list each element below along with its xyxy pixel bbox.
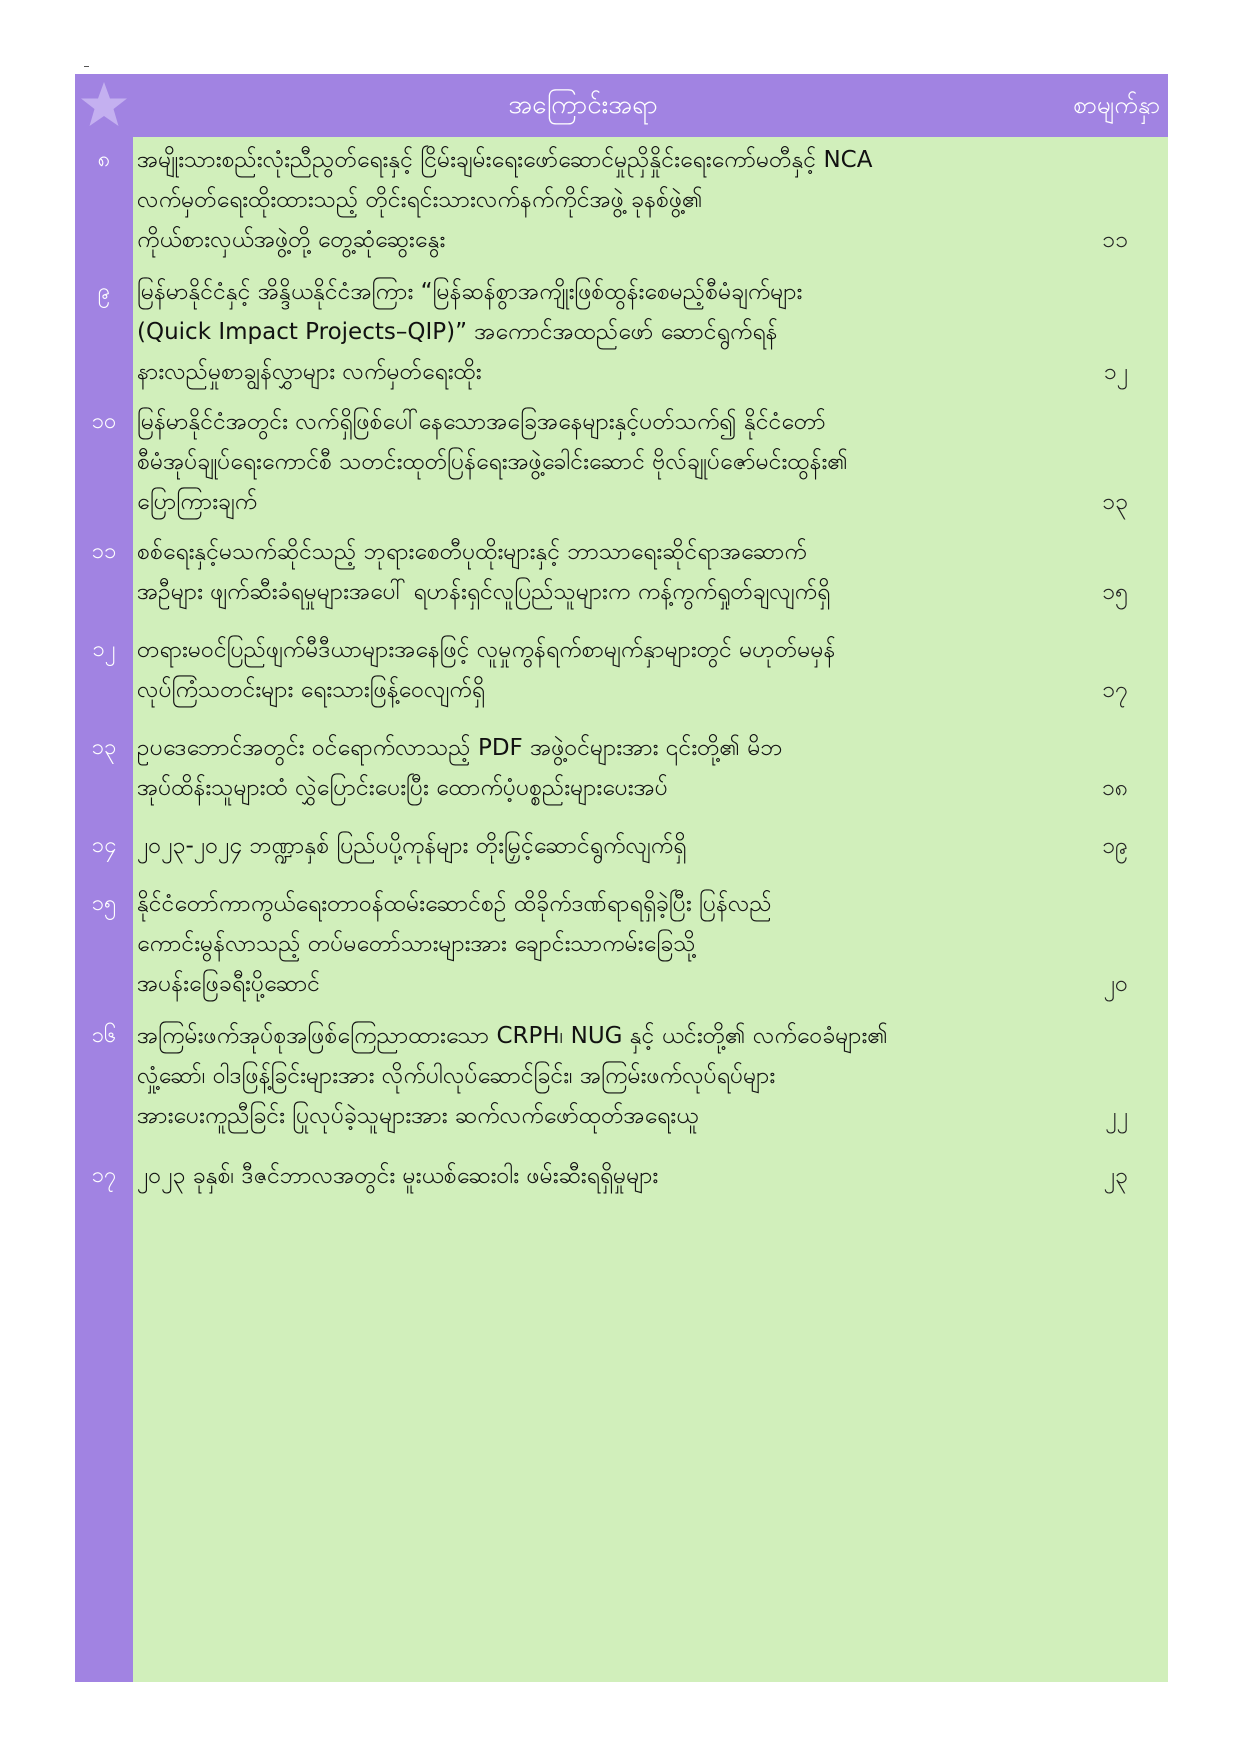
entry-page-number: ၁၂ — [1103, 359, 1128, 385]
entry-title-line: လှုံ့ဆော်၊ ဝါဒဖြန့်ခြင်းများအား လိုက်ပါလုပ်ဆောင်ခြင်း၊ အကြမ်းဖက်လုပ်ရပ်များ — [137, 1063, 776, 1089]
entry-title-line: မြန်မာနိုင်ငံနှင့် အိန္ဒိယနိုင်ငံအကြား “မြန်ဆန်စွာအကျိုးဖြစ်ထွန်းစေမည့်စီမံချက်များ — [137, 279, 803, 305]
entry-title-line: အုပ်ထိန်းသူများထံ လွှဲပြောင်းပေးပြီး ထောက်ပံ့ပစ္စည်းများပေးအပ် — [137, 775, 668, 801]
entry-number: ၁၂ — [92, 637, 116, 662]
entry-title-line: ၂၀၂၃ ခုနှစ်၊ ဒီဇင်ဘာလအတွင်း မူးယစ်ဆေးဝါး ဖမ်းဆီးရရှိမှုများ — [137, 1163, 659, 1189]
table-of-contents — [75, 74, 1168, 1682]
entry-title-line: ပြောကြားချက် — [137, 489, 258, 515]
entry-title-line: အားပေးကူညီခြင်း ပြုလုပ်ခဲ့သူများအား ဆက်လက်ဖော်ထုတ်အရေးယူ — [137, 1103, 699, 1129]
entry-title-line: နားလည်မှုစာချွန်လွှာများ လက်မှတ်ရေးထိုး — [137, 359, 482, 385]
entry-title-line: ကောင်းမွန်လာသည့် တပ်မတော်သားများအား ချောင်းသာကမ်းခြေသို့ — [137, 931, 696, 957]
entry-title-line: တရားမဝင်ပြည်ဖျက်မီဒီယာများအနေဖြင့် လူမှုကွန်ရက်စာမျက်နှာများတွင် မဟုတ်မမှန် — [137, 637, 836, 663]
entry-number: ၁၃ — [91, 735, 117, 760]
entry-title — [137, 630, 1017, 710]
entry-number: ၁၆ — [91, 1023, 117, 1048]
entry-page-number: ၁၇ — [1102, 677, 1128, 703]
entry-number: ၈ — [97, 147, 111, 172]
entry-page-number: ၁၃ — [1102, 489, 1128, 515]
entry-title — [137, 728, 1017, 808]
entry-title-line: စစ်ရေးနှင့်မသက်ဆိုင်သည့် ဘုရားစေတီပုထိုးများနှင့် ဘာသာရေးဆိုင်ရာအဆောက် — [137, 539, 807, 565]
entry-page-number: ၁၅ — [1102, 579, 1128, 605]
entry-title — [137, 532, 1017, 612]
header-title: အကြောင်းအရာ — [508, 90, 658, 120]
entry-number: ၁၅ — [91, 891, 117, 916]
entry-number: ၁၄ — [91, 833, 117, 858]
entry-title — [137, 140, 1017, 260]
entry-number: ၉ — [97, 279, 111, 304]
entry-title-line: အပန်းဖြေခရီးပို့ဆောင် — [137, 971, 321, 997]
entry-page-number: ၂၀ — [1103, 971, 1128, 997]
entry-title-line: စီမံအုပ်ချုပ်ရေးကောင်စီ သတင်းထုတ်ပြန်ရေးအဖွဲ့ခေါင်းဆောင် ဗိုလ်ချုပ်ဇော်မင်းထွန်း၏ — [137, 449, 848, 475]
entry-page-number: ၂၃ — [1103, 1163, 1128, 1189]
entry-page-number: ၁၈ — [1101, 775, 1128, 801]
entry-title-line: အကြမ်းဖက်အုပ်စုအဖြစ်ကြေညာထားသော CRPH၊ NUG နှင့် ယင်းတို့၏ လက်ဝေခံများ၏ — [137, 1023, 888, 1049]
header-page-label: စာမျက်နှာ — [1073, 91, 1160, 119]
entry-title-line: (Quick Impact Projects–QIP)” အကောင်အထည်ဖော် ဆောင်ရွက်ရန် — [137, 319, 778, 345]
entry-title-line: ဥပဒေဘောင်အတွင်း ဝင်ရောက်လာသည့် PDF အဖွဲ့ဝင်များအား ၎င်းတို့၏ မိဘ — [137, 735, 783, 761]
number-column — [75, 74, 133, 1682]
entry-title — [137, 402, 1017, 522]
star-icon — [79, 80, 129, 130]
entry-number: ၁၁ — [91, 539, 117, 564]
entry-title-line: အဦများ ဖျက်ဆီးခံရမှုများအပေါ် ရဟန်းရှင်လူပြည်သူများက ကန့်ကွက်ရှုတ်ချလျက်ရှိ — [137, 579, 831, 605]
entry-title-line: မြန်မာနိုင်ငံအတွင်း လက်ရှိဖြစ်ပေါ်နေသောအခြေအနေများနှင့်ပတ်သက်၍ နိုင်ငံတော် — [137, 409, 826, 435]
entry-number: ၁၇ — [91, 1163, 117, 1188]
entry-title — [137, 826, 1017, 866]
entry-title — [137, 884, 1017, 1004]
entry-title — [137, 1156, 1017, 1196]
entry-page-number: ၂၂ — [1105, 1103, 1128, 1129]
entry-title — [137, 272, 1017, 392]
entry-title — [137, 1016, 1017, 1136]
entry-title-line: ၂၀၂၃-၂၀၂၄ ဘဏ္ဍာနှစ် ပြည်ပပို့ကုန်များ တိုးမြှင့်ဆောင်ရွက်လျက်ရှိ — [137, 833, 687, 859]
entry-title-line: လက်မှတ်ရေးထိုးထားသည့် တိုင်းရင်းသားလက်နက်ကိုင်အဖွဲ့ ခုနစ်ဖွဲ့၏ — [137, 187, 703, 213]
entry-title-line: ကိုယ်စားလှယ်အဖွဲ့တို့ တွေ့ဆုံဆွေးနွေး — [137, 227, 446, 253]
entry-number: ၁၀ — [91, 409, 117, 434]
entry-page-number: ၁၁ — [1102, 227, 1128, 253]
entry-page-number: ၁၉ — [1102, 833, 1128, 859]
entry-title-line: အမျိုးသားစည်းလုံးညီညွတ်ရေးနှင့် ငြိမ်းချမ်းရေးဖော်ဆောင်မှုညှိနှိုင်းရေးကော်မတီနှင့် NCA — [137, 147, 873, 173]
entry-title-line: လုပ်ကြံသတင်းများ ရေးသားဖြန့်ဝေလျက်ရှိ — [137, 677, 485, 703]
entry-title-line: နိုင်ငံတော်ကာကွယ်ရေးတာဝန်ထမ်းဆောင်စဉ် ထိခိုက်ဒဏ်ရာရရှိခဲ့ပြီး ပြန်လည် — [137, 891, 772, 917]
page-mark — [84, 66, 89, 67]
toc-header — [75, 74, 1168, 137]
